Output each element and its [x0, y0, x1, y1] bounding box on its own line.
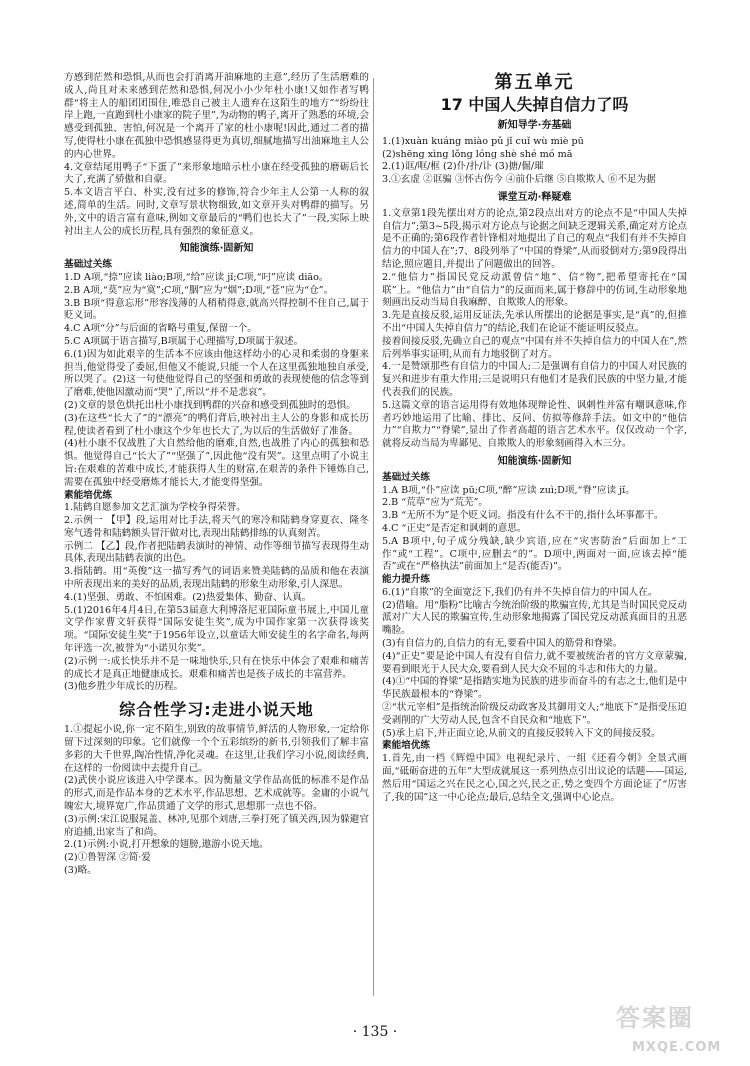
answer-paragraph: 4.C A项“分”与后面的省略号重复,保留一个。 [64, 323, 257, 335]
answer-paragraph: 示例二 【乙】段,作者把陆鹤表演时的神情、动作等细节描写表现得生动具体,表现出陆鹤表演的出色。 [64, 540, 369, 565]
subheading-ability-right: 能力提升练 [382, 574, 430, 586]
answer-paragraph: ②“状元宰相”是指统治阶级反动政客及其御用文人;“地底下”是指受压迫受剥削的广大劳动人民,包含不自民众和“地底下”。 [382, 702, 687, 726]
section-heading-preview: 新知导学·夯基础 [497, 120, 572, 131]
extension-answers [64, 502, 369, 694]
answer-paragraph: 2.(1)示例:小说,打开想象的翅膀,遨游小说天地。 [64, 839, 269, 851]
answer-paragraph: 4.一是赞颂那些有自信力的中国人;二是强调有自信力的中国人对民族的复兴和进步有重大作用;三是说明只有他们才是我们民族的中坚力量,才能代表我们的民族。 [382, 361, 687, 398]
answer-paragraph: 1.陆鹤自愿参加文艺汇演为学校争得荣誉。 [64, 502, 246, 514]
subheading-basics: 基础过关练 [64, 259, 112, 271]
answer-paragraph: 1.D A项,“捺”应读 liào;B项,“给”应读 jǐ;C项,“叼”应读 diāo。 [64, 271, 329, 283]
answer-paragraph: 5.本文语言平白、朴实,没有过多的修饰,符合少年主人公第一人称的叙述,简单的生活。同时,文章写景状物细致,如文章开头对鸭群的描写。另外,文中的语言富有意味,例如文章最后的“鸭们也长大了”一段,实际上映衬出主人公的成长历程,具有强烈的象征意义。 [64, 187, 369, 237]
answer-paragraph: 3.先是直接反驳,运用反证法,先承认所摆出的论据是事实,是“真”的,但推不出“中国人失掉自信力”的结论,我们在论证不能证明反驳点。 [382, 310, 687, 334]
answer-paragraph: (3)在这些“长大了”的“漂亮”的鸭们背后,映衬出主人公的身影和成长历程,使读者看到了杜小康这个少年也长大了,为以后的生活做好了准备。 [64, 412, 369, 437]
answer-paragraph: 4.文章结尾用鸭子“下蛋了”来形象地暗示杜小康在经受孤独的磨砺后长大了,充满了骄傲和自豪。 [64, 161, 369, 186]
answer-paragraph: (3)他乡胜少年成长的历程。 [64, 681, 184, 693]
answer-paragraph: 2.(1)诓/哐/框 (2)仆/扑/讣 (3)搪/倔/璀 [382, 161, 544, 173]
answer-paragraph: 4.C “正史”是否定和讽刺的意思。 [382, 522, 527, 534]
answer-paragraph: (2)借喻。用“脂粉”比喻古今统治阶级的欺骗宣传,尤其是当时国民党反动派对广大人民的欺骗宣传,生动形象地揭露了国民党反动派真面目的丑恶嘴脸。 [382, 599, 687, 637]
answer-paragraph: 2.示例一 【甲】段,运用对比手法,将天气的寒冷和陆鹤身穿夏衣、隆冬寒气透骨和陆鹤额头冒汗做对比,表现出陆鹤排练的认真刻苦。 [64, 515, 369, 539]
answer-paragraph: 1.(1)xuàn kuáng miào pǔ jǐ cuǐ wù miè pū [382, 135, 584, 147]
unit-title: 第五单元 [494, 72, 575, 93]
answer-paragraph: 5.这篇文章的语言运用得有效地体现辩论性、讽刺性并富有嘲讽意味,作者巧妙地运用了比喻、排比、反问、仿拟等修辞手法。如文中的“他信力”“自欺力”“脊梁”,显出了作者高超的语言艺术水平。仅仅改动一个字,就将反动当局为卑鄙见、自欺欺人的形象刻画得入木三分。 [382, 399, 687, 450]
watermark-logo [612, 1004, 740, 1060]
answer-paragraph: 5.C A项属于语言描写,B项属于心理描写,D项属于叙述。 [64, 335, 304, 347]
watermark-text: 答案圈 [616, 1004, 694, 1032]
left-column [64, 72, 369, 1008]
ability-answers-right [382, 587, 687, 741]
preview-answers [382, 136, 687, 187]
column-divider [373, 78, 374, 996]
section-heading-practice-right: 知能演练·固新知 [497, 455, 572, 467]
comprehensive-answers [64, 724, 369, 878]
answer-paragraph: 2.“他信力”指国民党反动派曾信“地”、信“物”,把希望寄托在“国联”上。“他信力”由“自信力”的反面而来,属于修辞中的仿词,生动形象地刻画出反动当局自我麻醉、自欺欺人的形象。 [382, 271, 687, 309]
page-number: · 135 · [352, 1024, 398, 1040]
answer-paragraph: (5)承上启下,并正面立论,从前文的直接反驳转入下文的间接反驳。 [382, 727, 661, 739]
subheading-basics-right: 基础过关练 [382, 471, 430, 483]
extension-answers-right [382, 753, 687, 804]
answer-paragraph: 2.B A项,“莫”应为“寞”;C项,“胭”应为“烟”;D项,“苍”应为“仓”。 [64, 284, 334, 296]
watermark-url: MXQE.COM [632, 1040, 722, 1055]
lesson-title: 17 中国人失掉自信力了吗 [440, 95, 629, 114]
subheading-extension-right: 素能培优练 [382, 740, 430, 752]
section-heading-practice: 知能演练·固新知 [179, 243, 254, 255]
answer-paragraph: 4.(1)坚强、勇敢、不怕困难。(2)热爱集体、勤奋、认真。 [64, 591, 312, 603]
basic-answers [64, 272, 369, 490]
answer-paragraph: (2)文章的景色烘托出杜小康找到鸭群的兴奋和感受到孤独时的恐惧。 [64, 399, 356, 411]
answer-paragraph: 接着间接反驳,先确立自己的观点“中国有并不失掉自信力的中国人在”,然后列举事实证明,从而有力地驳倒了对方。 [382, 335, 687, 360]
comprehensive-heading: 综合性学习:走进小说天地 [119, 700, 314, 720]
subheading-extension: 素能培优练 [64, 489, 112, 501]
answer-paragraph: 2.B “荒草”应为“荒芜”。 [382, 497, 489, 509]
answer-paragraph: (3)有自信力的,自信力的有无,要看中国人的筋骨和脊梁。 [382, 638, 623, 650]
answer-paragraph: 6.(1)因为如此艰辛的生活本不应该由他这样幼小的心灵和柔弱的身躯来担当,他觉得受了委屈,但他又不能说,只能一个人在这里孤独地独自承受,所以哭了。(2)这一句使他觉得自己的坚强和勇敢的表现使他的信念等到了磨难,使他因激动而“哭”了,所以“并不是悲哀”。 [64, 348, 369, 399]
answer-paragraph: 3.①玄虚 ②诓骗 ③怀古伤今 ④前仆后继 ⑤自欺欺人 ⑥不足为据 [382, 174, 656, 186]
intro-answers [64, 72, 369, 238]
answer-paragraph: (4)杜小康不仅战胜了大自然给他的磨难,自然,也战胜了内心的孤独和恐惧。他觉得自己“长大了”“坚强了”,因此他“没有哭”。这里点明了小说主旨:在艰难的苦难中成长,才能获得人生的财富,在艰苦的条件下锤炼自己,需要在孤独中经受磨炼才能长大,才能变得坚强。 [64, 438, 369, 488]
answer-paragraph: 方感到茫然和恐惧,从而也会打消离开油麻地的主意”,经历了生活磨难的成人,尚且对未来感到茫然和恐惧,何况小小少年杜小康!又如作者写鸭群“将主人的船团团围住,唯恐自己被主人遗弃在这陌生的地方”“纷纷往岸上跑,一直跑到杜小康家的院子里”,为动物的鸭子,离开了熟悉的环境,会感受到孤独、害怕,何况是一个离开了家的杜小康呢!因此,通过二者的描写,使得杜小康在孤独中恐惧感显得更为真切,细腻地描写出油麻地主人公的内心世界。 [64, 72, 369, 160]
right-column [382, 72, 687, 1008]
answer-paragraph: 1.①提起小说,你一定不陌生,别致的故事情节,鲜活的人物形象,一定给你留下过深刻的印象。它们就像一个个五彩缤纷的新书,引领我们了解丰富多彩的大千世界,陶冶性情,净化灵魂。在这里,让我们学习小说,阅读经典,在这样的一份阅读中去提升自己。 [64, 724, 369, 774]
basic-answers-right [382, 485, 687, 575]
answer-paragraph: (2)武侠小说应该进入中学课本。因为衡量文学作品高低的标准不是作品的形式,而是作品本身的艺术水平,作品思想、艺术成就等。金庸的小说气魄宏大,境界宽广,作品贯通了文学的形式,思想那一点也不俗。 [64, 775, 369, 813]
answer-paragraph: 3.指陆鹤。用“英俊”这一描写秀气的词语来赞美陆鹤的品质和他在表演中所表现出来的美好的品质,表现出陆鹤的形象生动形象,引人深思。 [64, 566, 369, 591]
answer-paragraph: (2)示例一:成长快乐并不是一味地快乐,只有在快乐中体会了艰难和痛苦的成长才是真正地健康成长。艰难和痛苦也是孩子成长的丰富营养。 [64, 655, 369, 680]
answer-paragraph: (3)示例:宋江说服晁盖、林冲,见那个刘唐,三拳打死了镇关西,因为躲避官府追捕,出家当了和尚。 [64, 813, 369, 838]
answer-paragraph: 1.首先,由一档《辉煌中国》电视纪录片、一组《还看今朝》全景式画面,“砥砺奋进的五年”大型成就展这一系列热点引出议论的话题——国运,然后用“国运之兴在民之心,国之兴,民之正,势之变四个方面论证了“厉害了,我的国”这一中心论点;最后,总结全文,强调中心论点。 [382, 753, 687, 803]
answer-paragraph: (2)①鲁智深 ②简·爱 [64, 852, 151, 864]
answer-paragraph: (4)“正史”要是论中国人有没有自信力,就不要被统治者的官方文章蒙骗,要看到眼光于人民大众,要看到人民大众不屈的斗志和伟大的力量。 [382, 650, 687, 675]
answer-paragraph: 3.B B项“得意忘形”形容浅薄的人稍稍得意,就高兴得控制不住自己,属于贬义词。 [64, 297, 369, 322]
answer-paragraph: (4)①“中国的脊梁”是指踏实地为民族的进步而奋斗的有志之士,他们是中华民族最根本的“脊梁”。 [382, 676, 687, 701]
answer-paragraph: 1.文章第1段先摆出对方的论点,第2段点出对方的论点不是“中国人失掉自信力”;第3~5段,揭示对方论点与论据之间缺乏逻辑关系,确定对方论点是不正确的;第6段作者针锋相对地提出了自己的观点“我们有并不失掉自信力的中国人在”;7、8段列举了“中国的脊梁”,从而驳倒对方;第9段得出结论,照应题目,并提出了问题做出的回答。 [382, 207, 687, 270]
classroom-answers [382, 208, 687, 451]
answer-paragraph: 1.A B项,“仆”应读 pū;C项,“醉”应读 zuì;D项,“脊”应读 jǐ。 [382, 484, 635, 496]
answer-paragraph: 3.B “无所不为”是个贬义词。指没有什么不干的,指什么坏事都干。 [382, 510, 664, 522]
answer-paragraph: (2)shēng xìng lǒng lóng shè shé mó mā [382, 148, 573, 160]
answer-paragraph: 6.(1)“自欺”的全面宽泛下,我们仍有并不失掉自信力的中国人在。 [382, 586, 658, 598]
answer-paragraph: (3)略。 [64, 865, 97, 877]
section-heading-classroom: 课堂互动·释疑难 [497, 191, 572, 203]
answer-paragraph: 5.(1)2016年4月4日,在第53届意大利博洛尼亚国际童书展上,中国儿童文学作家曹文轩获得“国际安徒生奖”,成为中国作家第一次获得该奖项。“国际安徒生奖”于1956年设立,以童话大师安徒生的名字命名,每两年评选一次,被誉为“小诺贝尔奖”。 [64, 604, 369, 655]
answer-paragraph: 5.A B项中,句子成分残缺,缺少宾语,应在“灾害防治”后面加上“工作”或“工程”。C项中,应删去“的”。D项中,两面对一面,应该去掉“能否”或在“严格执法”前面加上“是否(能否)”。 [382, 535, 687, 573]
